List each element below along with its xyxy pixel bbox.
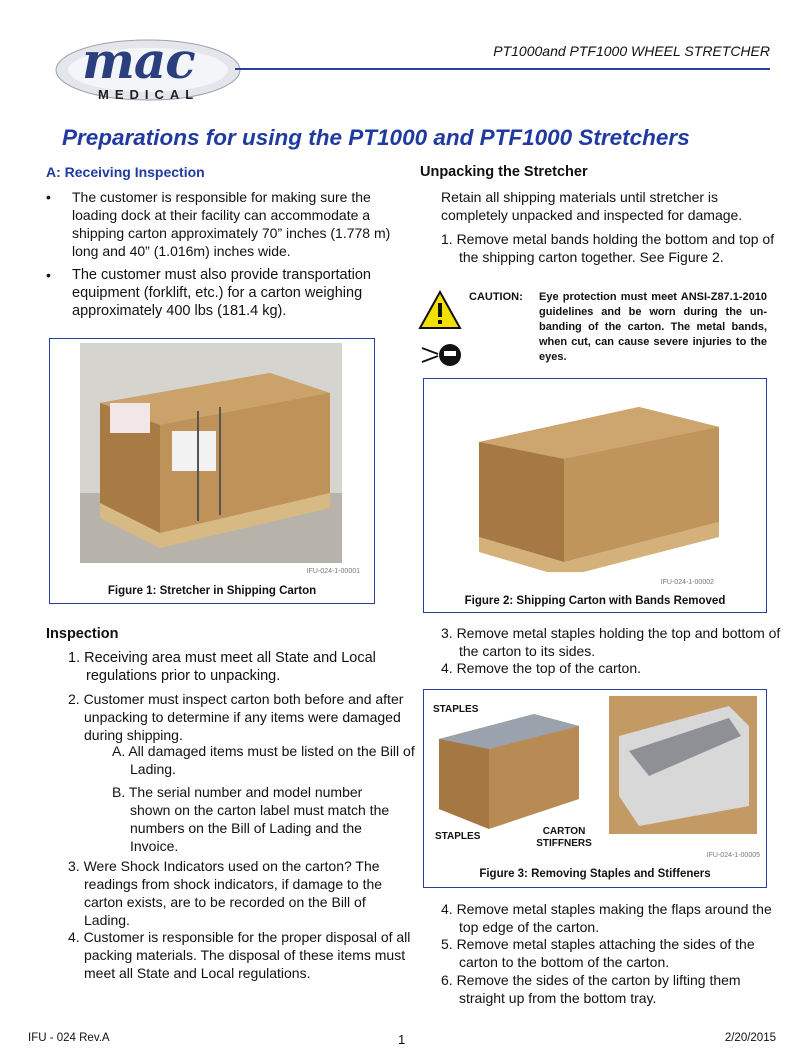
staples-label-top: STAPLES — [433, 704, 479, 715]
footer-doc-id: IFU - 024 Rev.A — [28, 1032, 110, 1044]
bullet-marker: • — [46, 267, 51, 283]
unpacking-step-3: 3. Remove metal staples holding the top and bottom of the carton to its sides. — [441, 625, 781, 659]
footer-date: 2/20/2015 — [724, 1032, 776, 1044]
unpacking-step-1: 1. Remove metal bands holding the bottom and top of the shipping carton together. See Figure 2. — [441, 231, 775, 265]
figure-2-code: IFU-024-1-00002 — [660, 579, 714, 586]
inspection-heading: Inspection — [46, 626, 119, 642]
header — [0, 0, 808, 110]
inspection-item-3: 3. Were Shock Indicators used on the carton? The readings from shock indicators, if damage to the carton exists, are to be recorded on the Bill of Lading. — [68, 858, 383, 928]
eye-protection-icon — [420, 340, 462, 370]
unpacking-step-5: 5. Remove metal staples attaching the sides of the carton to the bottom of the carton. — [441, 936, 755, 970]
unpacking-intro: Retain all shipping materials until stretcher is completely unpacked and inspected for damage. — [441, 189, 743, 223]
figure-2-box — [423, 378, 767, 613]
header-rule — [235, 68, 770, 70]
staples-label-bottom: STAPLES — [435, 831, 481, 842]
figure-3-box — [423, 689, 767, 888]
inspection-item-1: 1. Receiving area must meet all State and Local regulations prior to unpacking. — [68, 650, 376, 684]
warning-triangle-icon — [418, 290, 462, 330]
document-header-title: PT1000and PTF1000 WHEEL STRETCHER — [493, 43, 770, 59]
figure-1-box — [49, 338, 375, 604]
figure-1-code: IFU-024-1-00001 — [306, 568, 360, 575]
inspection-item-2: 2. Customer must inspect carton both before and after unpacking to determine if any items were damaged during shipping. — [68, 691, 404, 743]
inspection-sub-a: A. All damaged items must be listed on the Bill of Lading. — [112, 743, 415, 777]
figure-2-photo — [469, 387, 729, 572]
receiving-inspection-heading: A: Receiving Inspection — [46, 164, 205, 180]
figure-3-code: IFU-024-1-00005 — [706, 852, 760, 859]
inspection-sub-b: B. The serial number and model number shown on the carton label must match the numbers on the Bill of Lading and the Invoice. — [112, 784, 390, 854]
bullet-marker: • — [46, 189, 51, 205]
page-title: Preparations for using the PT1000 and PTF1000 Stretchers — [62, 125, 690, 150]
unpacking-step-4b: 4. Remove metal staples making the flaps around the top edge of the carton. — [441, 901, 772, 935]
caution-text: Eye protection must meet ANSI-Z87.1-2010 guidelines and be worn during the un-banding of the carton. The metal bands, when cut, can cause severe injuries to the eyes. — [539, 291, 767, 363]
inspection-item-4: 4. Customer is responsible for the proper disposal of all packing materials. The disposal of these items must meet all State and Local regulations. — [68, 929, 411, 981]
unpacking-step-6: 6. Remove the sides of the carton by lifting them straight up from the bottom tray. — [441, 972, 741, 1006]
unpacking-step-4: 4. Remove the top of the carton. — [441, 660, 642, 676]
figure-1-caption: Figure 1: Stretcher in Shipping Carton — [107, 585, 317, 597]
figure-3-photo-left — [434, 704, 584, 834]
logo-text: mac — [82, 31, 195, 90]
receiving-bullet-2: The customer must also provide transportation equipment (forklift, etc.) for a carton weighing approximately 400 lbs (181.4 kg). — [72, 267, 371, 319]
receiving-bullet-1: The customer is responsible for making sure the loading dock at their facility can accommodate a shipping carton approximately 70” inches (1.778 m) long and 40” (1.016m) inches wide. — [72, 189, 391, 259]
logo-subtext: MEDICAL — [98, 87, 200, 102]
figure-1-photo — [80, 343, 342, 563]
page-number: 1 — [398, 1032, 406, 1047]
unpacking-heading: Unpacking the Stretcher — [420, 164, 588, 180]
figure-2-caption: Figure 2: Shipping Carton with Bands Removed — [464, 595, 726, 607]
caution-label: CAUTION: — [469, 291, 523, 303]
figure-3-caption: Figure 3: Removing Staples and Stiffeners — [479, 868, 711, 880]
stiffeners-label: CARTON STIFFNERS — [536, 826, 592, 849]
figure-3-photo-right — [609, 696, 757, 834]
